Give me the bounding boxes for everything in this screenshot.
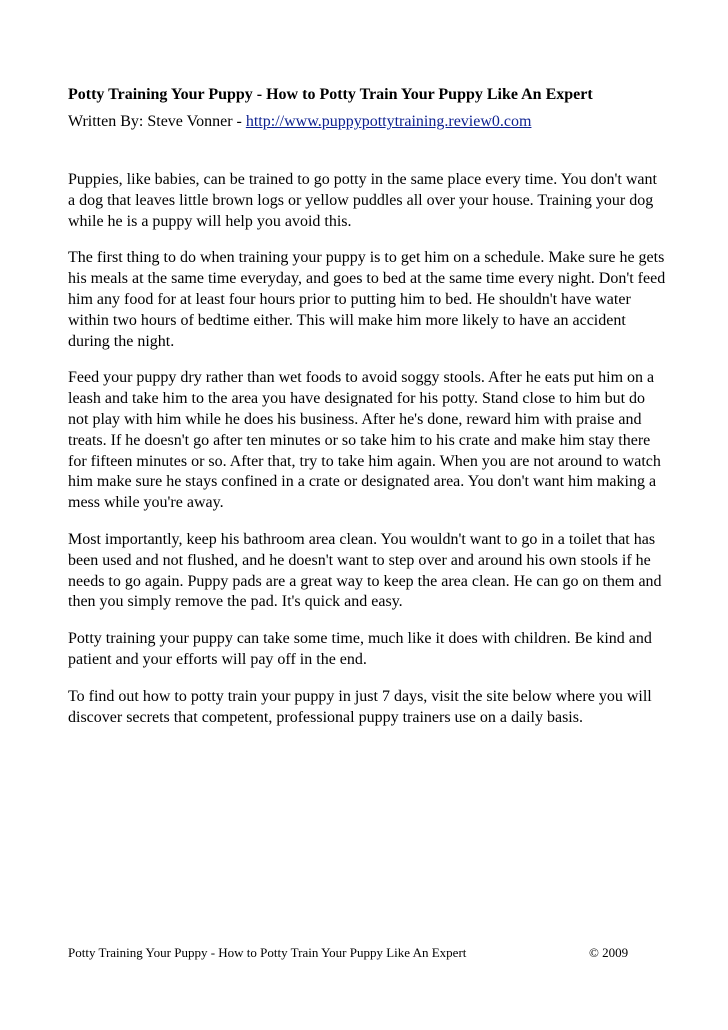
website-link[interactable]: http://www.puppypottytraining.review0.com (245, 113, 532, 130)
byline-prefix: Written By: Steve Vonner - (68, 113, 246, 130)
paragraph: Most importantly, keep his bathroom area clean. You wouldn't want to go in a toilet that has been used and not flushed, and he doesn't want to step over and around his own stools if he needs to go again. Puppy pads are a great way to keep the area clean. He can go on them and then you simply remove the pad. It's quick and easy. (68, 530, 662, 611)
paragraph: Feed your puppy dry rather than wet foods to avoid soggy stools. After he eats put him on a leash and take him to the area you have designated for his potty. Stand close to him but do not play with him while he does his business. After he's done, reward him with praise and treats. If he doesn't go after ten minutes or so take him to his crate and make him stay there for fifteen minutes or so. After that, try to take him again. When you are not around to watch him make sure he stays confined in a crate or designated area. You don't want him making a mess while you're away. (68, 369, 661, 512)
footer-copyright: © 2009 (589, 945, 629, 960)
document-title: Potty Training Your Puppy - How to Potty Train Your Puppy Like An Expert (68, 86, 593, 103)
author-byline (68, 112, 668, 132)
paragraph: The first thing to do when training your puppy is to get him on a schedule. Make sure he gets his meals at the same time everyday, and goes to bed at the same time every night. Don't feed him any food for at least four hours prior to putting him to bed. He shouldn't have water within two hours of bedtime either. This will make him more likely to have an accident during the night. (68, 249, 666, 350)
footer-title: Potty Training Your Puppy - How to Potty Train Your Puppy Like An Expert (68, 945, 467, 960)
paragraph: Puppies, like babies, can be trained to go potty in the same place every time. You don't want a dog that leaves little brown logs or yellow puddles all over your house. Training your dog while he is a puppy will help you avoid this. (68, 171, 657, 230)
paragraph: To find out how to potty train your puppy in just 7 days, visit the site below where you will discover secrets that competent, professional puppy trainers use on a daily basis. (68, 687, 652, 726)
article-body (68, 170, 666, 744)
paragraph: Potty training your puppy can take some time, much like it does with children. Be kind and patient and your efforts will pay off in the end. (68, 630, 652, 668)
